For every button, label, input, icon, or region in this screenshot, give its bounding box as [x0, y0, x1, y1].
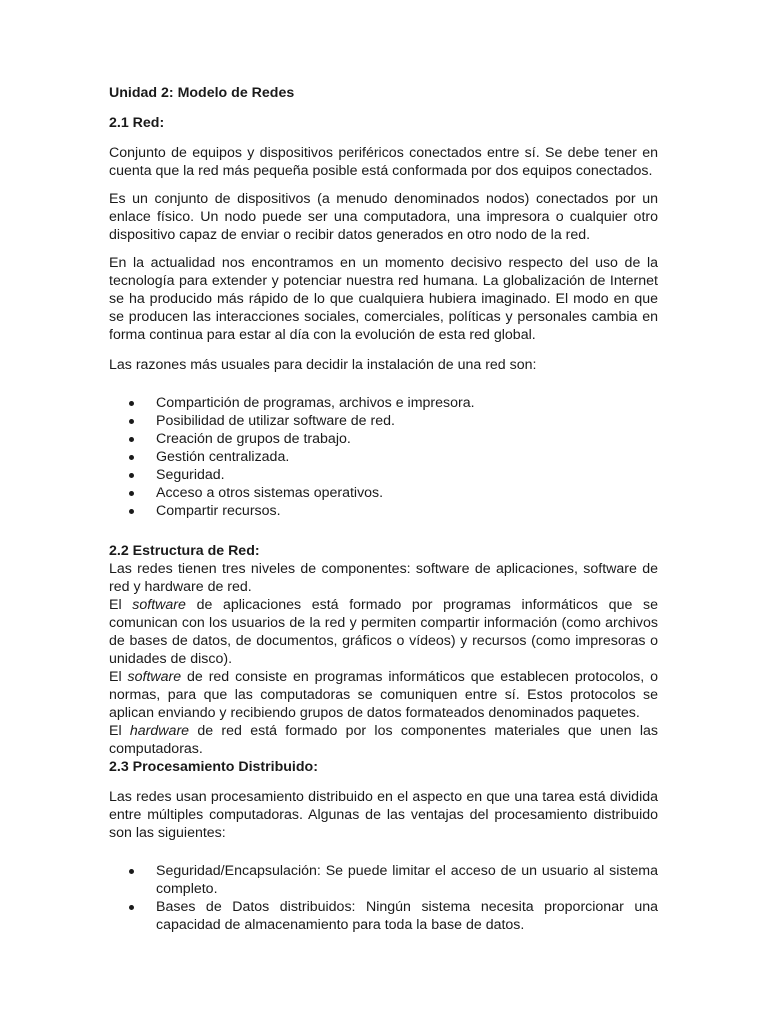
- list-item: Creación de grupos de trabajo.: [109, 430, 658, 448]
- reasons-list: [109, 394, 658, 520]
- advantages-list: [109, 862, 658, 934]
- bullet-icon: [129, 419, 134, 424]
- section-2-1-heading: 2.1 Red:: [109, 115, 165, 131]
- hardware-term: hardware: [129, 723, 190, 739]
- section-2-2-heading: 2.2 Estructura de Red:: [109, 543, 260, 559]
- bullet-icon: [129, 401, 134, 406]
- unit-title: Unidad 2: Modelo de Redes: [109, 85, 295, 101]
- list-item: Posibilidad de utilizar software de red.: [109, 412, 658, 430]
- list-item: Acceso a otros sistemas operativos.: [109, 484, 658, 502]
- software-term: software: [127, 669, 182, 685]
- list-item: Gestión centralizada.: [109, 448, 658, 466]
- list-item: Seguridad/Encapsulación: Se puede limitar el acceso de un usuario al sistema completo.: [109, 862, 658, 898]
- list-item: Compartir recursos.: [109, 502, 658, 520]
- bullet-icon: [129, 455, 134, 460]
- bullet-icon: [129, 509, 134, 514]
- document-page: [109, 84, 658, 934]
- list-item: Seguridad.: [109, 466, 658, 484]
- section-2-1-paragraph-1: Conjunto de equipos y dispositivos periféricos conectados entre sí. Se debe tener en cuenta que la red más pequeña posible está conformada por dos equipos conectados.: [109, 145, 658, 179]
- section-2-1-paragraph-3: En la actualidad nos encontramos en un momento decisivo respecto del uso de la tecnología para extender y potenciar nuestra red humana. La globalización de Internet se ha producido más rápido de lo que cualquiera hubiera imaginado. El modo en que se producen las interacciones sociales, comerciales, políticas y personales cambia en forma continua para estar al día con la evolución de esta red global.: [109, 255, 658, 343]
- section-2-1-paragraph-4: Las razones más usuales para decidir la instalación de una red son:: [109, 357, 537, 373]
- bullet-icon: [129, 437, 134, 442]
- bullet-icon: [129, 905, 134, 910]
- list-item: Compartición de programas, archivos e impresora.: [109, 394, 658, 412]
- bullet-icon: [129, 473, 134, 478]
- section-2-1-paragraph-2: Es un conjunto de dispositivos (a menudo denominados nodos) conectados por un enlace físico. Un nodo puede ser una computadora, una impresora o cualquier otro dispositivo capaz de enviar o recibir datos generados en otro nodo de la red.: [109, 191, 658, 243]
- section-2-2-paragraph-2: El software de aplicaciones está formado por programas informáticos que se comunican con los usuarios de la red y permiten compartir información (como archivos de bases de datos, de documentos, gráficos o vídeos) y recursos (como impresoras o unidades de disco).: [109, 597, 658, 667]
- section-2-2-paragraph-3: El software de red consiste en programas informáticos que establecen protocolos, o normas, para que las computadoras se comuniquen entre sí. Estos protocolos se aplican enviando y recibiendo grupos de datos formateados denominados paquetes.: [109, 669, 658, 721]
- list-item: Bases de Datos distribuidos: Ningún sistema necesita proporcionar una capacidad de almacenamiento para toda la base de datos.: [109, 898, 658, 934]
- software-term: software: [132, 597, 186, 613]
- bullet-icon: [129, 491, 134, 496]
- section-2-3-heading: 2.3 Procesamiento Distribuido:: [109, 759, 318, 775]
- section-2-2-paragraph-1: Las redes tienen tres niveles de componentes: software de aplicaciones, software de red y hardware de red.: [109, 561, 658, 595]
- section-2-2-paragraph-4: El hardware de red está formado por los componentes materiales que unen las computadoras.: [109, 723, 658, 757]
- bullet-icon: [129, 869, 134, 874]
- section-2-3-paragraph-1: Las redes usan procesamiento distribuido en el aspecto en que una tarea está dividida entre múltiples computadoras. Algunas de las ventajas del procesamiento distribuido son las siguientes:: [109, 789, 658, 841]
